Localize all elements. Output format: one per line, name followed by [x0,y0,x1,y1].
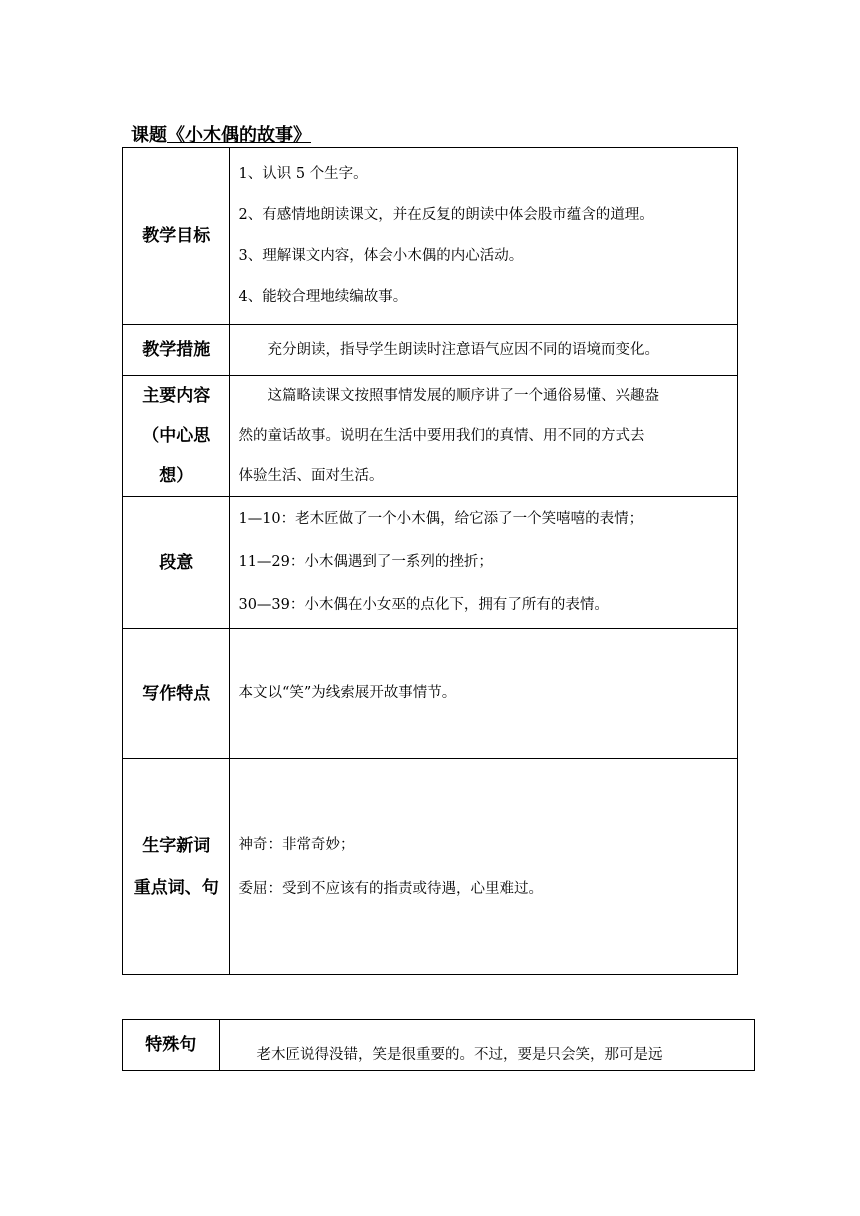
goal-item: 1、认识 5 个生字。 [238,166,368,182]
row-special [123,1020,755,1071]
vocab-content [230,759,738,975]
paragraph-item: 11—29：小木偶遇到了一系列的挫折； [238,554,493,570]
lesson-title [131,121,311,147]
content-line: 体验生活、面对生活。 [238,468,384,484]
writing-text: 本文以“笑”为线索展开故事情节。 [238,685,457,701]
measures-label: 教学措施 [123,325,230,376]
content-label-line1: 主要内容 [142,386,211,406]
special-sentence-table [122,1019,755,1071]
lesson-plan-table [122,147,738,975]
row-vocab [123,759,738,975]
vocab-item: 神奇：非常奇妙； [238,836,355,853]
vocab-item: 委屈：受到不应该有的指责或待遇，心里难过。 [238,880,543,897]
writing-label: 写作特点 [123,629,230,759]
paragraph-item: 1—10：老木匠做了一个小木偶，给它添了一个笑嘻嘻的表情； [238,511,644,527]
paragraphs-content [230,497,738,629]
row-goals [123,148,738,325]
goals-content [230,148,738,325]
measures-text: 充分朗读，指导学生朗读时注意语气应因不同的语境而变化。 [267,341,659,358]
row-writing [123,629,738,759]
paragraphs-label: 段意 [123,497,230,629]
measures-content [230,325,738,376]
goal-item: 2、有感情地朗读课文，并在反复的朗读中体会股市蕴含的道理。 [238,207,654,223]
goal-item: 3、理解课文内容，体会小木偶的内心活动。 [238,248,524,264]
special-text: 老木匠说得没错，笑是很重要的。不过，要是只会笑，那可是远 [256,1047,663,1063]
goal-item: 4、能较合理地续编故事。 [238,289,408,305]
content-line: 这篇略读课文按照事情发展的顺序讲了一个通俗易懂、兴趣盎 [267,388,659,404]
row-content [123,376,738,497]
row-measures [123,325,738,376]
title-prefix: 课题 [131,125,167,146]
content-line: 然的童话故事。说明在生活中要用我们的真情、用不同的方式去 [238,428,645,444]
title-name: 《小木偶的故事》 [167,125,311,146]
vocab-label-line2: 重点词、句 [133,877,219,898]
special-label: 特殊句 [123,1020,220,1071]
vocab-label [123,759,230,975]
paragraph-item: 30—39：小木偶在小女巫的点化下，拥有了所有的表情。 [238,597,609,613]
content-body [230,376,738,497]
content-label-line3: 想） [159,466,194,486]
row-paragraphs [123,497,738,629]
special-content [219,1020,755,1071]
writing-content [230,629,738,759]
vocab-label-line1: 生字新词 [142,835,211,856]
content-label-line2: （中心思 [142,426,211,446]
goals-label: 教学目标 [123,148,230,325]
content-label [123,376,230,497]
